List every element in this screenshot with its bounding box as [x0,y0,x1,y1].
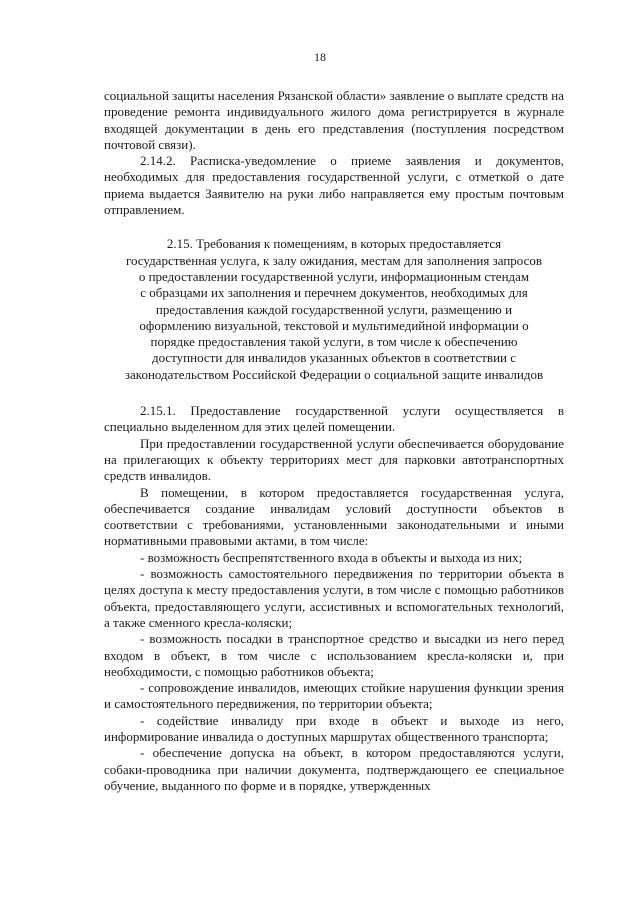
heading-line: о предоставлении государственной услуги, информационным стендам [138,268,530,284]
document-body [104,88,564,794]
heading-line: доступности для инвалидов указанных объектов в соответствии с [151,350,517,366]
heading-line: 2.15. Требования к помещениям, в которых предоставляется [166,236,502,252]
list-item-guide-dog: - обеспечение допуска на объект, в котором предоставляются услуги, собаки-проводника при наличии документа, подтверждающего ее специальное обучение, выданного по форме и в порядке, утвержденных [104,745,564,793]
heading-line: оформлению визуальной, текстовой и мультимедийной информации о [139,317,529,333]
paragraph-continuation: социальной защиты населения Рязанской области» заявление о выплате средств на проведение ремонта индивидуального жилого дома регистрируется в журнале входящей документации в день его представления (поступления посредством почтовой связи). [104,88,564,152]
section-heading-2-15 [104,236,564,383]
heading-line: предоставления каждой государственной услуги, размещению и [155,301,513,317]
page-number: 18 [314,50,326,64]
list-item-entrance: - возможность беспрепятственного входа в объекты и выхода из них; [140,549,523,565]
heading-line: законодательством Российской Федерации о социальной защите инвалидов [124,366,544,382]
heading-line: порядке предоставления такой услуги, в том числе к обеспечению [150,334,518,350]
list-item-escort: - сопровождение инвалидов, имеющих стойкие нарушения функции зрения и самостоятельного передвижения, по территории объекта; [104,680,564,712]
list-item-transport: - возможность посадки в транспортное средство и высадки из него перед входом в объект, в том числе с использованием кресла-коляски и, при необходимости, с помощью работников объекта; [104,631,564,679]
paragraph-accessibility-intro: В помещении, в котором предоставляется государственная услуга, обеспечивается создание инвалидам условий доступности объектов в соответствии с требованиями, установленными законодательными и иными нормативными правовыми актами, в том числе: [104,484,564,549]
list-item-assistance: - содействие инвалиду при входе в объект и выходе из него, информирование инвалида о доступных маршрутах общественного транспорта; [104,712,564,744]
paragraph-parking: При предоставлении государственной услуги обеспечивается оборудование на прилегающих к объекту территориях мест для парковки автотранспортных средств инвалидов. [104,435,564,484]
list-item-movement: - возможность самостоятельного передвижения по территории объекта в целях доступа к месту предоставления услуги, в том числе с помощью работников объекта, предоставляющего услуги, ассистивных и вспомогательных технологий, а также сменного кресла-коляски; [104,566,564,630]
heading-line: государственная услуга, к залу ожидания, местам для заполнения запросов [125,252,543,268]
heading-line: с образцами их заполнения и перечнем документов, необходимых для [140,285,528,301]
paragraph-2-15-1: 2.15.1. Предоставление государственной услуги осуществляется в специально выделенном для этих целей помещении. [104,403,564,435]
paragraph-2-14-2: 2.14.2. Расписка-уведомление о приеме заявления и документов, необходимых для предоставления государственной услуги, с отметкой о дате приема выдается Заявителю на руки либо направляется ему простым почтовым отправлением. [104,153,564,218]
